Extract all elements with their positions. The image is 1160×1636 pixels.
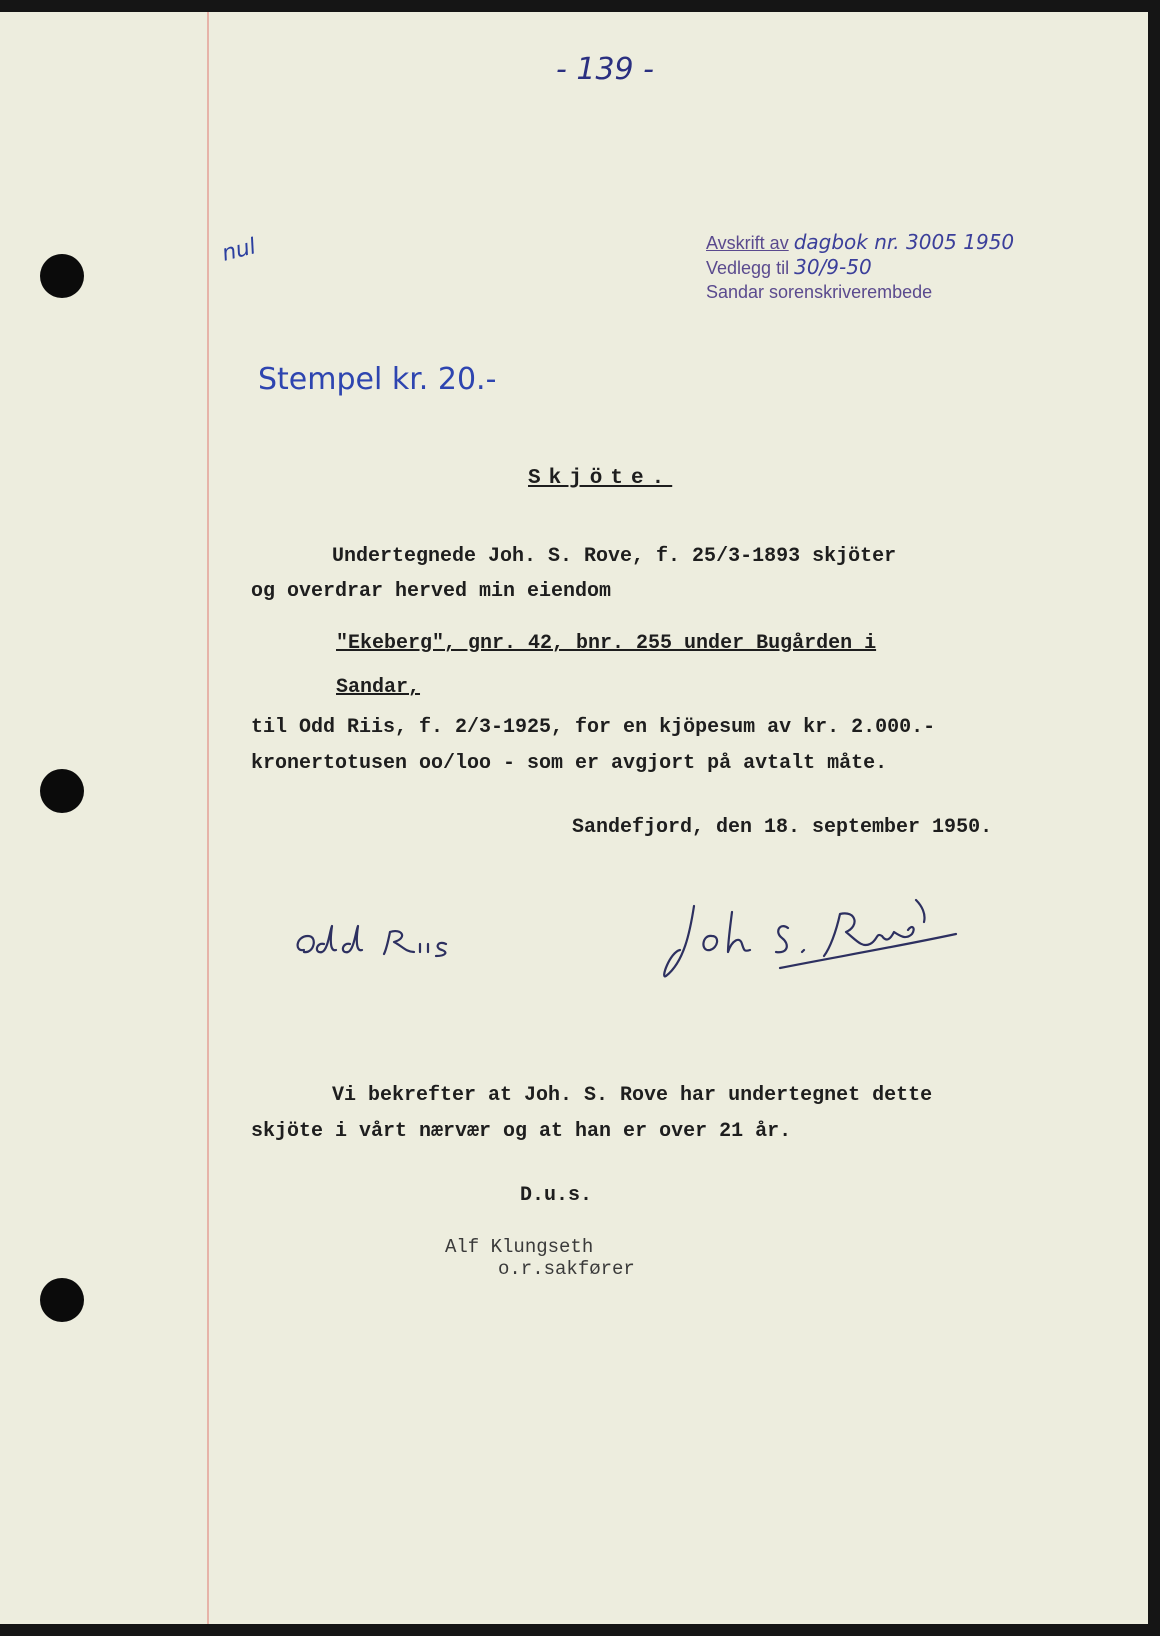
page-number: - 139 - (556, 52, 654, 87)
body-line-2: og overdrar herved min eiendom (251, 580, 612, 603)
witness-closing: D.u.s. (520, 1184, 593, 1207)
stamp-line-2 (706, 255, 1036, 280)
punch-hole-middle (40, 769, 84, 813)
witness-name: Alf Klungseth (445, 1236, 594, 1258)
stamp-label-avskrift: Avskrift av (706, 233, 789, 253)
punch-hole-bottom (40, 1278, 84, 1322)
margin-rule (207, 12, 209, 1624)
marginal-note: nul (219, 234, 259, 267)
stamp-date: 30/9-50 (794, 255, 872, 279)
witness-line-2: skjöte i vårt nærvær og at han er over 21 år. (251, 1120, 792, 1143)
stamp-office: Sandar sorenskriverembede (706, 282, 933, 302)
seller-signature (660, 892, 1000, 1002)
witness-title: o.r.sakfører (498, 1258, 635, 1280)
witness-line-1: Vi bekrefter at Joh. S. Rove har undertegnet dette (332, 1084, 933, 1107)
registry-stamp (706, 230, 1036, 304)
buyer-signature (290, 922, 490, 972)
document-page (0, 12, 1148, 1624)
body-line-5: til Odd Riis, f. 2/3-1925, for en kjöpesum av kr. 2.000.- (251, 716, 936, 739)
stamp-duty-note: Stempel kr. 20.- (258, 362, 497, 397)
stamp-line-1 (706, 230, 1036, 255)
body-line-1: Undertegnede Joh. S. Rove, f. 25/3-1893 skjöter (332, 545, 897, 568)
stamp-journal-number: dagbok nr. 3005 1950 (793, 230, 1015, 254)
body-line-6: kronertotusen oo/loo - som er avgjort på avtalt måte. (251, 752, 888, 775)
property-municipality: Sandar, (336, 676, 421, 699)
property-description: "Ekeberg", gnr. 42, bnr. 255 under Bugården i (336, 632, 877, 655)
punch-hole-top (40, 254, 84, 298)
document-title: Skjöte. (528, 467, 673, 490)
place-date: Sandefjord, den 18. september 1950. (572, 816, 993, 839)
stamp-label-vedlegg: Vedlegg til (706, 258, 790, 278)
